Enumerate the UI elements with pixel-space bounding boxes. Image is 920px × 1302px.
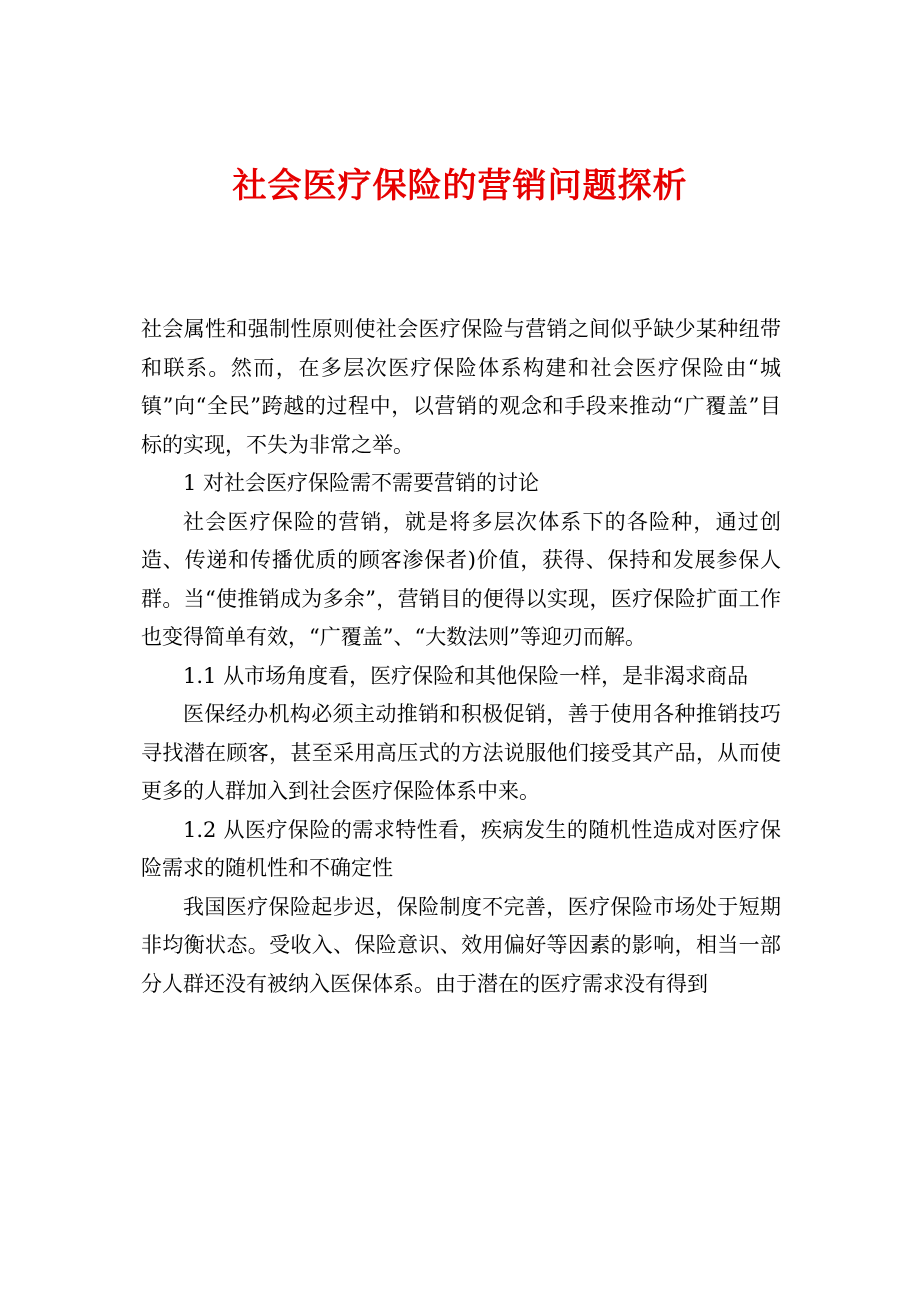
section-heading-1: 1 对社会医疗保险需不需要营销的讨论 xyxy=(183,471,540,495)
paragraph: 医保经办机构必须主动推销和积极促销，善于使用各种推销技巧寻找潜在顾客，甚至采用高压式的方法说服他们接受其产品，从而使更多的人群加入到社会医疗保险体系中来。 xyxy=(141,702,781,803)
document-title: 社会医疗保险的营销问题探析 xyxy=(232,166,688,206)
paragraph: 社会医疗保险的营销，就是将多层次体系下的各险种，通过创造、传递和传播优质的顾客渗保者)价值，获得、保持和发展参保人群。当“使推销成为多余”，营销目的便得以实现，医疗保险扩面工作也变得简单有效，“广覆盖”、“大数法则”等迎刃而解。 xyxy=(141,509,781,649)
document-body xyxy=(141,310,781,1003)
section-heading-1-1: 1.1 从市场角度看，医疗保险和其他保险一样，是非渴求商品 xyxy=(183,663,749,688)
paragraph-intro: 社会属性和强制性原则使社会医疗保险与营销之间似乎缺少某种纽带和联系。然而，在多层次医疗保险体系构建和社会医疗保险由“城镇”向“全民”跨越的过程中，以营销的观念和手段来推动“广覆盖”目标的实现，不失为非常之举。 xyxy=(141,317,781,457)
paragraph: 我国医疗保险起步迟，保险制度不完善，医疗保险市场处于短期非均衡状态。受收入、保险意识、效用偏好等因素的影响，相当一部分人群还没有被纳入医保体系。由于潜在的医疗需求没有得到 xyxy=(141,894,781,996)
section-heading-1-2: 1.2 从医疗保险的需求特性看，疾病发生的随机性造成对医疗保险需求的随机性和不确定性 xyxy=(141,817,781,880)
